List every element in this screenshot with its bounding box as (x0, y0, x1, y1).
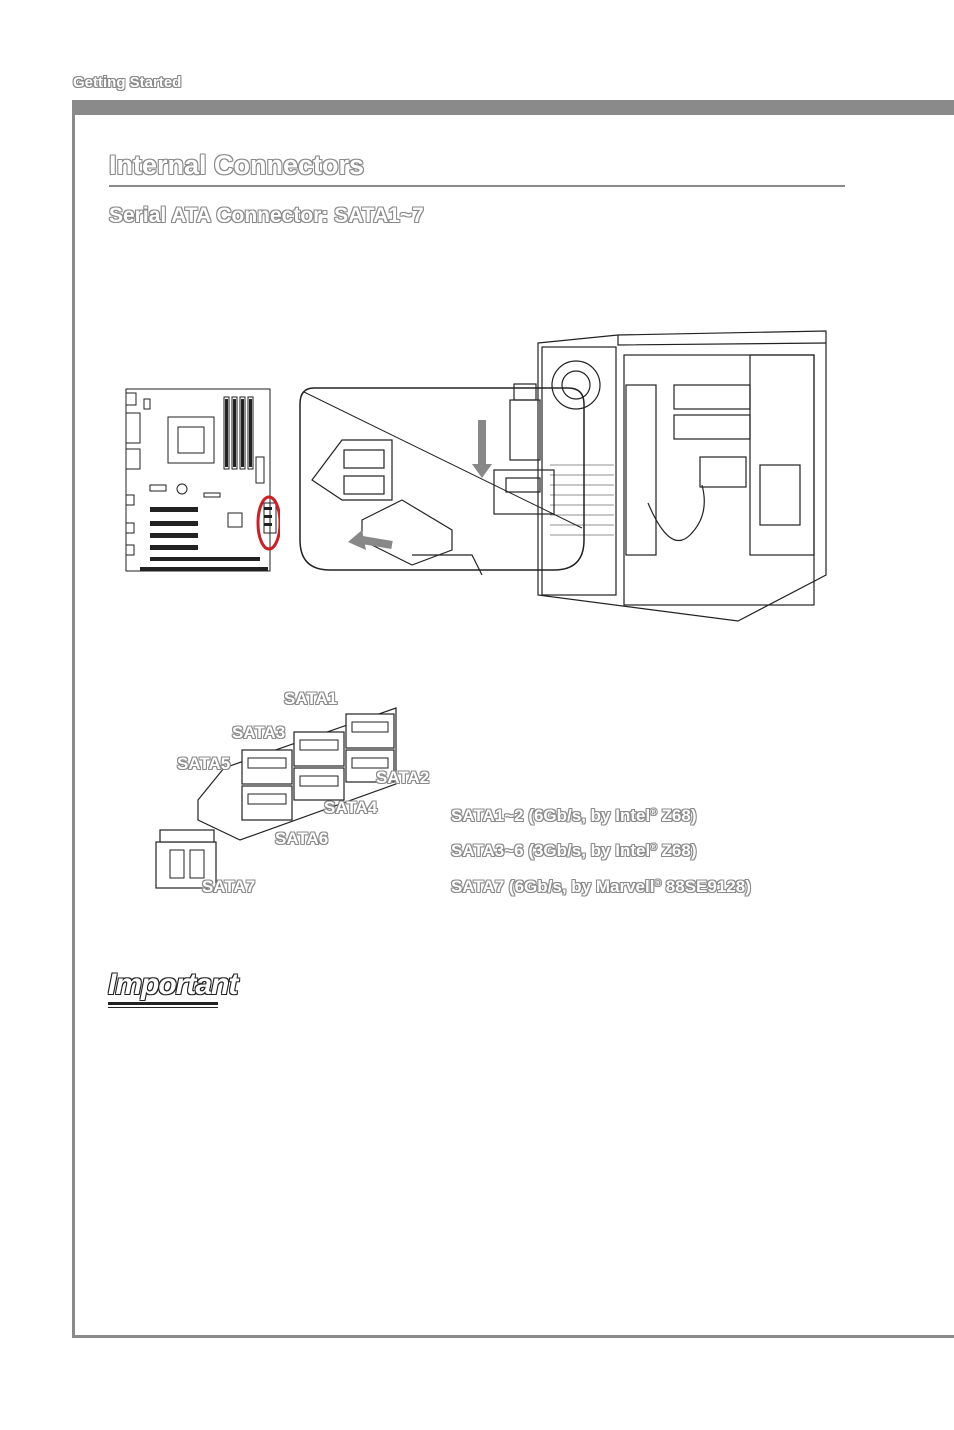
sata3-label: SATA3 (232, 723, 286, 742)
header-bar (72, 100, 954, 115)
sata1-label: SATA1 (284, 689, 338, 708)
registered-mark: ® (654, 878, 662, 888)
motherboard-diagram-icon (120, 385, 280, 575)
important-underline (108, 1002, 218, 1005)
important-heading: Important (108, 968, 238, 1001)
sata6-label: SATA6 (275, 829, 329, 848)
important-underline (108, 1007, 218, 1008)
registered-mark: ® (650, 807, 657, 817)
spec-text: SATA7 (6Gb/s, by Marvell (451, 877, 655, 896)
section-subtitle: Serial ATA Connector: SATA1~7 (109, 204, 424, 227)
spec-text: SATA3~6 (3Gb/s, by Intel (451, 841, 651, 860)
section-title: Internal Connectors (109, 150, 365, 180)
section-title-rule (109, 185, 845, 187)
bottom-rule (72, 1335, 954, 1338)
sata7-label: SATA7 (202, 877, 256, 896)
spec-sata7 (451, 877, 751, 897)
registered-mark: ® (650, 842, 657, 852)
spec-sata1-2 (451, 806, 697, 826)
pc-case-diagram-icon (530, 325, 830, 630)
sata4-label: SATA4 (324, 798, 378, 817)
spec-text: SATA1~2 (6Gb/s, by Intel (451, 806, 651, 825)
spec-text: Z68) (656, 806, 697, 825)
sata5-label: SATA5 (177, 754, 231, 773)
spec-text: 88SE9128) (661, 877, 751, 896)
sata2-label: SATA2 (376, 768, 430, 787)
spec-text: Z68) (656, 841, 697, 860)
left-margin-rule (72, 100, 75, 1338)
spec-sata3-6 (451, 841, 697, 861)
header-label: Getting Started (73, 74, 182, 91)
